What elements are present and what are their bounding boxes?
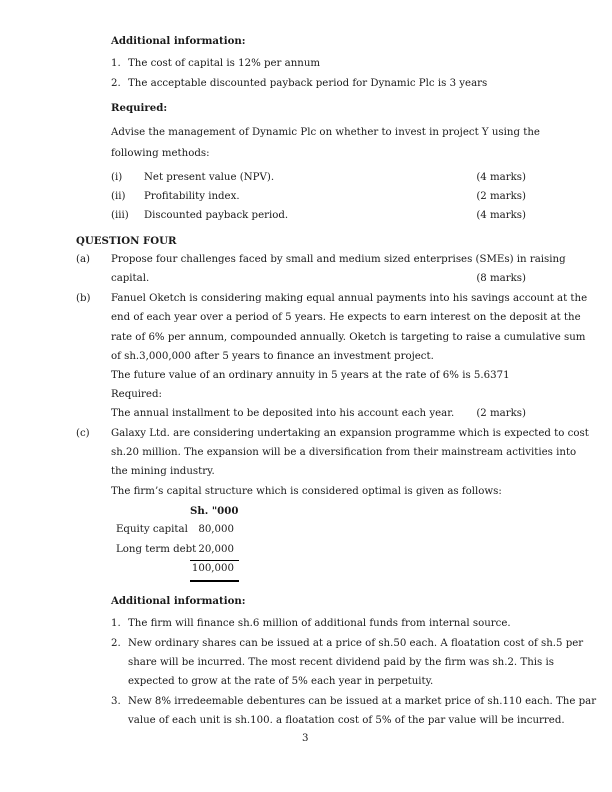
marks: (4 marks) [476, 172, 526, 183]
table-row-value: 20,000 [198, 544, 234, 555]
list-item: expected to grow at the rate of 5% each year in perpetuity. [128, 676, 434, 687]
list-number: 3. [111, 696, 121, 707]
list-item: The firm will finance sh.6 million of additional funds from internal source. [128, 618, 511, 629]
paragraph-line: The future value of an ordinary annuity in 5 years at the rate of 6% is 5.6371 [111, 370, 510, 381]
list-number: 1. [111, 618, 121, 629]
list-item: The cost of capital is 12% per annum [128, 58, 321, 69]
part-label: (a) [76, 254, 91, 265]
table-total: 100,000 [191, 563, 234, 574]
part-label: (b) [76, 293, 91, 304]
list-item: value of each unit is sh.100. a floatation cost of 5% of the par value will be incurred. [128, 715, 565, 726]
required-label: Required: [111, 389, 162, 400]
paragraph-line: Propose four challenges faced by small and medium sized enterprises (SMEs) in raising [111, 254, 566, 265]
paragraph-line: following methods: [111, 148, 210, 159]
paragraph-line: Galaxy Ltd. are considering undertaking an expansion programme which is expected to cost [111, 428, 589, 439]
method-text: Net present value (NPV). [144, 172, 275, 183]
paragraph-line: rate of 6% per annum, compounded annually. Oketch is targeting to raise a cumulative sum [111, 332, 586, 343]
paragraph-line: sh.20 million. The expansion will be a diversification from their mainstream activities into [111, 447, 577, 458]
additional-info-heading: Additional information: [111, 35, 246, 47]
subtotal-rule [190, 560, 239, 561]
additional-info-heading: Additional information: [111, 595, 246, 607]
method-number: (iii) [111, 210, 129, 221]
paragraph-line: capital. [111, 273, 150, 284]
paragraph-line: The annual installment to be deposited into his account each year. [111, 408, 455, 419]
part-label: (c) [76, 428, 90, 439]
method-text: Profitability index. [144, 191, 240, 202]
list-number: 1. [111, 58, 121, 69]
list-number: 2. [111, 638, 121, 649]
paragraph-line: Fanuel Oketch is considering making equal annual payments into his savings account at the [111, 293, 588, 304]
table-row-value: 80,000 [198, 524, 234, 535]
marks: (2 marks) [476, 408, 526, 419]
list-item: New 8% irredeemable debentures can be issued at a market price of sh.110 each. The par [128, 696, 597, 707]
paragraph-line: The firm’s capital structure which is considered optimal is given as follows: [111, 486, 502, 497]
paragraph-line: end of each year over a period of 5 years. He expects to earn interest on the deposit at the [111, 312, 581, 323]
list-number: 2. [111, 78, 121, 89]
marks: (8 marks) [476, 273, 526, 284]
list-item: share will be incurred. The most recent dividend paid by the firm was sh.2. This is [128, 657, 554, 668]
total-double-rule [190, 580, 239, 582]
method-number: (i) [111, 172, 123, 183]
question-heading: QUESTION FOUR [76, 235, 177, 247]
table-row-label: Long term debt [116, 544, 197, 555]
marks: (4 marks) [476, 210, 526, 221]
table-header: Sh. "000 [190, 505, 239, 517]
list-item: New ordinary shares can be issued at a price of sh.50 each. A floatation cost of sh.5 per [128, 638, 584, 649]
paragraph-line: the mining industry. [111, 466, 215, 477]
list-item: The acceptable discounted payback period for Dynamic Plc is 3 years [128, 78, 488, 89]
required-heading: Required: [111, 102, 168, 114]
table-row-label: Equity capital [116, 524, 188, 535]
marks: (2 marks) [476, 191, 526, 202]
paragraph-line: Advise the management of Dynamic Plc on whether to invest in project Y using the [111, 127, 540, 138]
method-text: Discounted payback period. [144, 210, 289, 221]
paragraph-line: of sh.3,000,000 after 5 years to finance an investment project. [111, 351, 434, 362]
method-number: (ii) [111, 191, 126, 202]
page-number: 3 [302, 733, 309, 744]
